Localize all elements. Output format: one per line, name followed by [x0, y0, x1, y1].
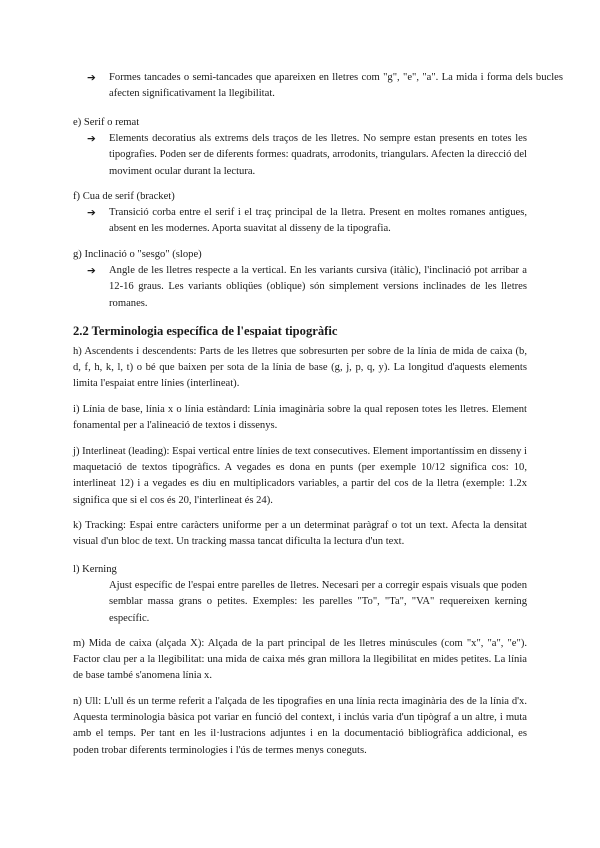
bullet-text: Elements decoratius als extrems dels traços de les lletres. No sempre estan presents en totes les tipografies. Poden ser de diferents formes: quadrats, arrodonits, triangulars. Afecten la direcció del moviment ocular durant la lectura.	[109, 133, 527, 177]
arrow-icon: ➔	[87, 72, 96, 84]
bullet-item	[73, 263, 527, 312]
section-title	[73, 322, 527, 340]
paragraph-eye	[73, 694, 527, 759]
paragraph-text: m) Mida de caixa (alçada X): Alçada de la part principal de les lletres minúscules (com "x", "a", "e"). Factor clau per a la llegibilitat: una mida de caixa més gran millora la llegibilitat en mides petites. La línia de base també s'anomena línia x.	[73, 638, 527, 682]
arrow-icon: ➔	[87, 133, 96, 146]
paragraph-text: h) Ascendents i descendents: Parts de les lletres que sobresurten per sobre de la línia de mida de caixa (b, d, f, h, k, l, t) o bé que baixen per sota de la línia de base (g, j, p, q, y). La longitud d'aquests elements limita l'espaiat entre línies (interlineat).	[73, 346, 527, 390]
bullet-text: Transició corba entre el serif i el traç principal de la lletra. Present en moltes romanes antigues, absent en les modernes. Aporta suavitat al disseny de la tipografia.	[109, 207, 527, 235]
bullet-text: Formes tancades o semi-tancades que apareixen en lletres com "g", "e", "a". La mida i forma dels bucles afecten significativament la llegibilitat.	[109, 72, 563, 100]
serif-section	[73, 115, 527, 180]
slope-section	[73, 247, 527, 312]
paragraph-text: Ajust específic de l'espai entre parelles de lletres. Necesari per a corregir espais visuals que poden semblar massa grans o petites. Exemples: les parelles "To", "Ta", "VA" requereixen kerning específic.	[109, 580, 527, 624]
paragraph-tracking	[73, 518, 527, 550]
bullet-item	[73, 131, 527, 180]
item-heading: f) Cua de serif (bracket)	[73, 191, 175, 202]
item-heading: l) Kerning	[73, 564, 117, 575]
paragraph-xheight	[73, 636, 527, 685]
arrow-icon: ➔	[87, 265, 96, 278]
paragraph-text: i) Línia de base, línia x o línia estàndard: Línia imaginària sobre la qual reposen totes les lletres. Element fonamental per a l'alineació de textos i dissenys.	[73, 404, 527, 432]
paragraph-ascendents	[73, 344, 527, 393]
paragraph-text: n) Ull: L'ull és un terme referit a l'alçada de les tipografies en una línia recta imaginària des de la línia d'x. Aquesta terminologia bàsica pot variar en funció del context, i inclús varia d'un tipògraf a un altre, i muta amb el temps. Per tant en les il·lustracions adjuntes i en la documentació bibliogràfica addicional, es poden trobar diferents terminologies i l'ús de termes menys coneguts.	[73, 696, 527, 756]
arrow-icon: ➔	[87, 207, 96, 220]
bracket-section	[73, 189, 527, 238]
bullet-item-forms	[73, 70, 563, 102]
item-heading: g) Inclinació o "sesgo" (slope)	[73, 249, 202, 260]
paragraph-kerning	[73, 562, 527, 627]
paragraph-baseline	[73, 402, 527, 434]
paragraph-leading	[73, 444, 527, 509]
paragraph-text: j) Interlineat (leading): Espai vertical entre línies de text consecutives. Element importantíssim en disseny i maquetació de textos tipogràfics. A vegades es dona en punts (per exemple 10/12 significa cos: 10, interlineat 12) i a vegades es diu en multiplicadors variables, a partir del cos de la lletra (exemple: 1.2x significa que si el cos és 20, l'interlineat és 24).	[73, 446, 527, 506]
paragraph-text: k) Tracking: Espai entre caràcters uniforme per a un determinat paràgraf o tot un text. Afecta la densitat visual d'un bloc de text. Un tracking massa tancat dificulta la lectura d'un text.	[73, 520, 527, 548]
bullet-item	[73, 205, 527, 237]
section-heading: 2.2 Terminologia específica de l'espaiat tipogràfic	[73, 324, 338, 338]
bullet-text: Angle de les lletres respecte a la vertical. En les variants cursiva (itàlic), l'inclinació pot arribar a 12-16 graus. Les variants obliqües (oblique) són simplement versions inclinades de les lletres romanes.	[109, 265, 527, 309]
item-heading: e) Serif o remat	[73, 117, 140, 128]
